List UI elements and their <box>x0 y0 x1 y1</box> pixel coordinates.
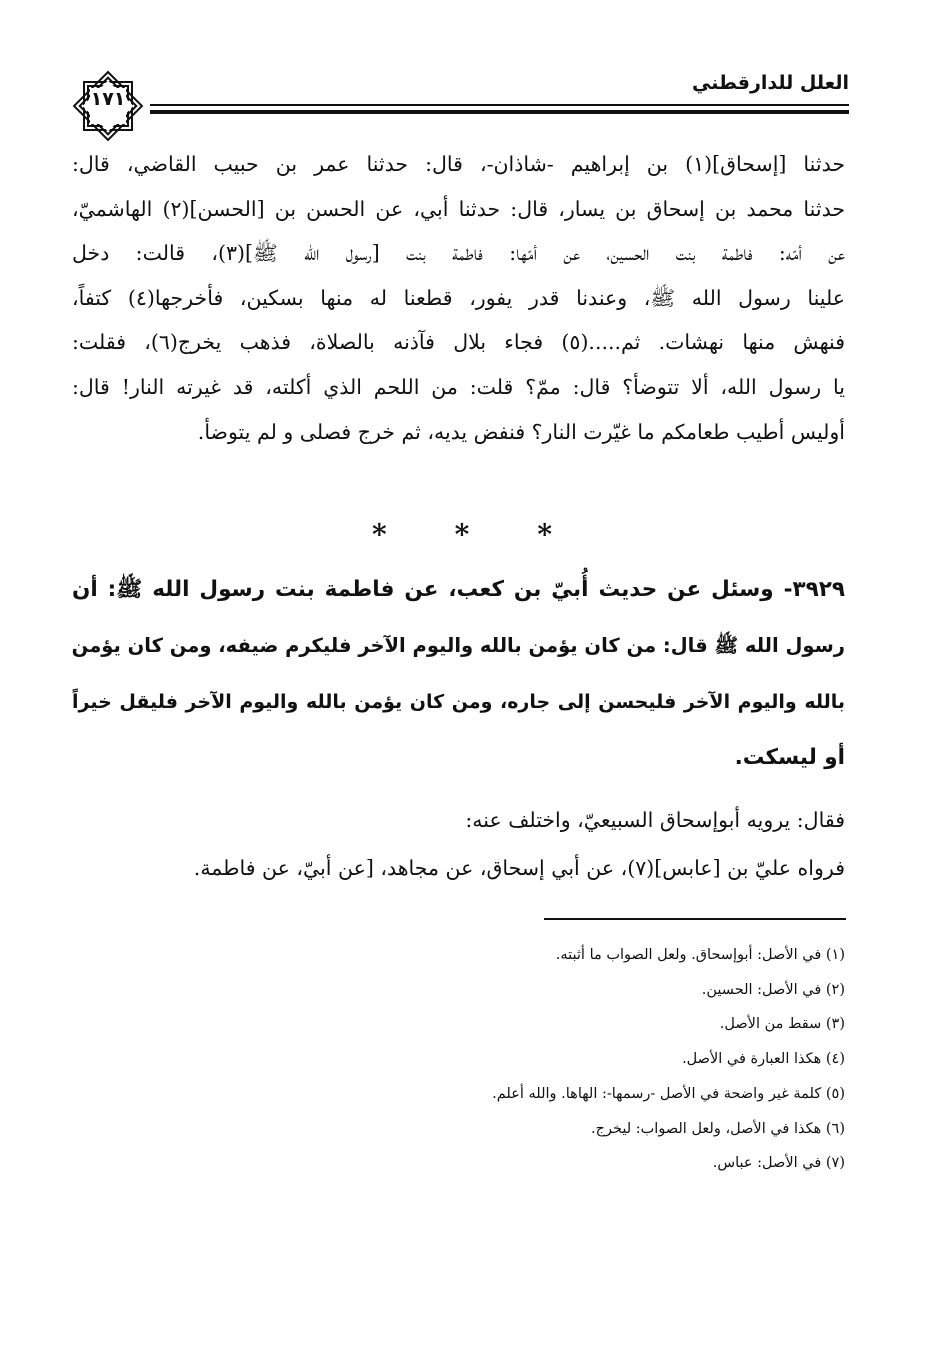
running-header-title: العلل للدارقطني <box>692 72 849 94</box>
footnotes <box>492 938 845 1181</box>
text-line: يا رسول الله، ألا تتوضأ؟ قال: ممّ؟ قلت: من اللحم الذي أكلته، قد غيرته النار! قال: <box>72 374 845 399</box>
footnote: (١) في الأصل: أبوإسحاق. ولعل الصواب ما أثبته. <box>555 947 845 963</box>
paragraph-isnad <box>72 142 845 454</box>
separator-star: * <box>454 518 470 551</box>
separator-star: * <box>537 518 552 551</box>
text-line: عن أمّه: فاطمة بنت الحسين، عن أمّها: فاطمة بنت [رسول الله ﷺ](٣)، قالت: دخل <box>72 241 845 266</box>
separator-star: * <box>372 518 387 551</box>
footnote-separator-rule <box>544 918 846 920</box>
text-line: أو ليسكت. <box>734 745 845 770</box>
footnote: (٢) في الأصل: الحسين. <box>701 981 845 998</box>
paragraph-question-3929 <box>72 562 845 786</box>
footnote: (٥) كلمة غير واضحة في الأصل -رسمها-: الهاها. والله أعلم. <box>492 1085 845 1102</box>
text-line: بالله واليوم الآخر فليحسن إلى جاره، ومن كان يؤمن بالله واليوم الآخر فليقل خيراً <box>72 691 845 713</box>
header-rule-thin <box>150 104 849 106</box>
text-line: فرواه عليّ بن [عابس](٧)، عن أبي إسحاق، عن مجاهد، [عن أبيّ، عن فاطمة. <box>193 856 845 880</box>
text-line: فقال: يرويه أبوإسحاق السبيعيّ، واختلف عنه: <box>465 808 845 832</box>
text-line: حدثنا محمد بن إسحاق بن يسار، قال: حدثنا أبي، عن الحسن بن [الحسن](٢) الهاشميّ، <box>72 196 845 221</box>
footnote: (٣) سقط من الأصل. <box>719 1016 845 1033</box>
text-line: فنهش منها نهشات. ثم.....(٥) فجاء بلال فآذنه بالصلاة، فذهب يخرج(٦)، فقلت: <box>72 330 845 355</box>
page-number: ١٧١ <box>90 88 126 110</box>
header-rule-thick <box>150 110 849 114</box>
footnote: (٦) هكذا في الأصل، ولعل الصواب: ليخرج. <box>591 1120 845 1137</box>
section-separator <box>372 518 552 551</box>
text-line: علينا رسول الله ﷺ، وعندنا قدر يفور، قطعنا له منها بسكين، فأخرجها(٤) كتفاً، <box>72 285 845 310</box>
text-line: ٣٩٢٩- وسئل عن حديث أُبيّ بن كعب، عن فاطمة بنت رسول الله ﷺ: أن <box>72 577 845 602</box>
footnote: (٤) هكذا العبارة في الأصل. <box>682 1051 845 1068</box>
footnote: (٧) في الأصل: عباس. <box>712 1155 845 1172</box>
text-line: رسول الله ﷺ قال: من كان يؤمن بالله واليوم الآخر فليكرم ضيفه، ومن كان يؤمن <box>71 634 845 657</box>
text-line: حدثنا [إسحاق](١) بن إبراهيم -شاذان-، قال: حدثنا عمر بن حبيب القاضي، قال: <box>72 152 845 176</box>
paragraph-answer <box>194 796 845 892</box>
text-line: أوليس أطيب طعامكم ما غيّرت النار؟ فنفض يديه، ثم خرج فصلى و لم يتوضأ. <box>197 419 845 444</box>
